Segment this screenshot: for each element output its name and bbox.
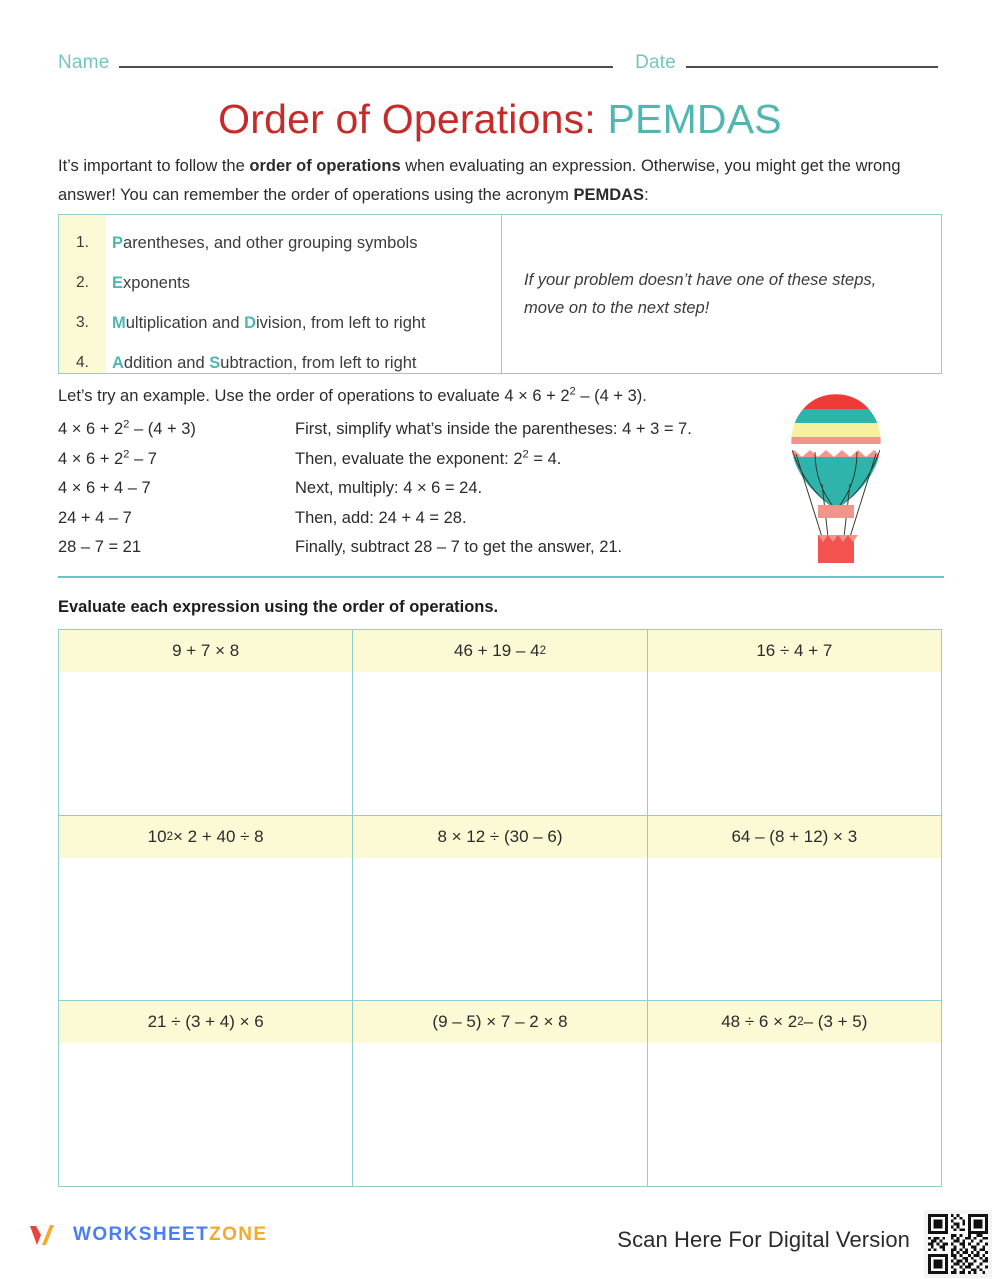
example-step-1-expr-b: – (4 + 3) [129, 420, 196, 438]
example-step-2-expression [58, 450, 295, 469]
problem-answer-strip [59, 1043, 941, 1186]
problem-cell-7 [59, 1001, 352, 1043]
example-step-1-description: First, simplify what’s inside the parentheses: 4 + 3 = 7. [295, 420, 692, 438]
example-step-3-expression: 4 × 6 + 4 – 7 [58, 479, 151, 497]
pemdas-step-4-number: 4. [76, 354, 89, 371]
example-step-2-expr-a: 4 × 6 + 2 [58, 449, 124, 468]
problem-answer-strip [59, 672, 941, 815]
problem-answer-strip [59, 858, 941, 1001]
pemdas-step-3-label [106, 314, 426, 333]
example-step-row [58, 450, 778, 480]
problem-8-expr-a: (9 – 5) × 7 – 2 × 8 [432, 1012, 568, 1032]
pemdas-note-text: If your problem doesn’t have one of these steps, move on to the next step! [524, 271, 877, 317]
pemdas-step-4-capital-2: S [209, 353, 221, 372]
worksheet-zone-logo-text [73, 1224, 268, 1246]
problem-9-expr-a: 48 ÷ 6 × 2 [721, 1012, 798, 1032]
example-step-2-desc-a: Then, evaluate the exponent: 2 [295, 449, 523, 468]
pemdas-step-3-capital-2: D [244, 313, 256, 332]
pemdas-note-panel [502, 215, 941, 373]
example-lead-exponent: 2 [569, 385, 576, 398]
page-title [0, 96, 1000, 143]
pemdas-box [58, 214, 942, 374]
example-step-row [58, 479, 778, 509]
worksheet-instruction: Evaluate each expression using the order of operations. [58, 598, 499, 616]
pemdas-step-3 [59, 306, 501, 340]
problem-6-expr-a: 64 – (8 + 12) × 3 [731, 826, 858, 846]
example-step-2-description [295, 450, 778, 469]
example-step-1-expr-sup: 2 [123, 418, 130, 431]
answer-area-1[interactable] [59, 672, 352, 815]
problem-9-expr-b: – (3 + 5) [803, 1012, 868, 1032]
problem-cell-3 [647, 630, 941, 672]
example-step-5-expression: 28 – 7 = 21 [58, 538, 142, 556]
pemdas-step-2-rest: xponents [123, 273, 190, 292]
logo-text-zone: ZONE [209, 1224, 268, 1245]
problem-7-expr-a: 21 ÷ (3 + 4) × 6 [147, 1012, 264, 1032]
example-step-4-description: Then, add: 24 + 4 = 28. [295, 508, 467, 527]
answer-area-2[interactable] [352, 672, 646, 815]
problem-1-expr-a: 9 + 7 × 8 [172, 641, 240, 660]
pemdas-step-4-rest: ddition and [123, 353, 210, 372]
answer-area-4[interactable] [59, 858, 352, 1001]
problem-4-expr-b: × 2 + 40 ÷ 8 [173, 826, 264, 846]
problem-5-expr-a: 8 × 12 ÷ (30 – 6) [437, 826, 563, 846]
pemdas-step-4-label [106, 354, 417, 373]
example-step-1-expr-a: 4 × 6 + 2 [58, 420, 124, 438]
example-lead-text [58, 387, 818, 406]
intro-bold-pemdas: PEMDAS [573, 186, 645, 204]
date-label: Date [635, 52, 676, 73]
example-step-3-description: Next, multiply: 4 × 6 = 24. [295, 479, 483, 497]
page-title-main: Order of Operations: [218, 96, 596, 142]
pemdas-step-3-rest: ultiplication and [125, 313, 245, 332]
pemdas-step-4-capital: A [112, 353, 124, 372]
hot-air-balloon-icon [786, 392, 886, 568]
problem-cell-5 [352, 816, 646, 858]
logo-text-worksheet: WORKSHEET [73, 1224, 210, 1245]
problem-row [59, 815, 941, 1001]
section-divider [58, 576, 944, 578]
problem-2-expr-a: 46 + 19 – 4 [454, 641, 540, 660]
pemdas-step-2-capital: E [112, 273, 124, 292]
name-label: Name [58, 52, 110, 73]
pemdas-step-1-rest: arentheses, and other grouping symbols [123, 233, 418, 252]
pemdas-step-3-rest-2: ivision, from left to right [256, 313, 426, 332]
answer-area-7[interactable] [59, 1043, 352, 1186]
example-step-1-expression [58, 420, 295, 439]
problem-cell-2: 46 + 19 – 4 2 [352, 630, 646, 672]
pemdas-steps-list [59, 215, 502, 373]
name-date-bar [58, 52, 942, 74]
problem-question-strip [59, 1001, 941, 1043]
pemdas-step-3-capital: M [112, 313, 126, 332]
qr-code-image [928, 1214, 988, 1274]
worksheet-zone-mark-icon [28, 1221, 64, 1249]
pemdas-step-1 [59, 226, 501, 260]
answer-area-9[interactable] [647, 1043, 941, 1186]
date-write-line[interactable] [686, 52, 938, 68]
hot-air-balloon-illustration [786, 392, 886, 568]
problem-row [59, 1000, 941, 1186]
pemdas-step-1-capital: P [112, 233, 124, 252]
example-step-4-expression: 24 + 4 – 7 [58, 508, 132, 527]
problems-grid [58, 629, 942, 1187]
problem-3-expr-a: 16 ÷ 4 + 7 [756, 641, 833, 660]
example-lead-part-2: – (4 + 3). [575, 387, 647, 405]
pemdas-step-2-label [106, 274, 190, 293]
example-step-row [58, 420, 778, 450]
example-step-2-desc-sup: 2 [522, 448, 529, 460]
page-title-accent: PEMDAS [607, 96, 782, 142]
intro-text-1: It’s important to follow the [58, 157, 250, 175]
name-write-line[interactable] [119, 52, 613, 68]
pemdas-step-4 [59, 346, 501, 380]
example-step-row [58, 509, 778, 539]
qr-code[interactable] [924, 1210, 992, 1278]
answer-area-5[interactable] [352, 858, 646, 1001]
intro-text-2: when evaluating an expression. Otherwise, you might get the wrong answer! You can remember the order of operations using the acronym [58, 157, 901, 204]
intro-text-3: : [644, 186, 649, 204]
example-steps-table [58, 420, 778, 568]
worksheet-zone-logo[interactable] [28, 1215, 268, 1255]
problem-cell-9: 48 ÷ 6 × 2 2 – (3 + 5) [647, 1001, 941, 1043]
answer-area-6[interactable] [647, 858, 941, 1001]
intro-bold-order-of-operations: order of operations [249, 157, 401, 175]
example-step-2-expr-b: – 7 [129, 449, 157, 468]
problem-cell-1 [59, 630, 352, 672]
pemdas-step-2 [59, 266, 501, 300]
intro-paragraph [58, 152, 946, 210]
problem-row [59, 630, 941, 815]
pemdas-step-1-label [106, 234, 417, 253]
pemdas-step-4-rest-2: ubtraction, from left to right [220, 353, 417, 372]
pemdas-step-2-number: 2. [76, 274, 89, 291]
example-step-5-description: Finally, subtract 28 – 7 to get the answer, 21. [295, 538, 623, 556]
answer-area-3[interactable] [647, 672, 941, 815]
problem-cell-4: 10 2 × 2 + 40 ÷ 8 [147, 826, 264, 846]
example-step-row [58, 538, 778, 568]
problem-question-strip [59, 630, 941, 672]
problem-4-expr-a: 10 [147, 826, 167, 846]
problem-cell-8 [352, 1001, 646, 1043]
example-step-2-desc-b: = 4. [528, 449, 562, 468]
answer-area-8[interactable] [352, 1043, 646, 1186]
scan-here-text: Scan Here For Digital Version [617, 1227, 910, 1252]
example-lead-part-1: Let’s try an example. Use the order of operations to evaluate 4 × 6 + 2 [58, 387, 570, 405]
pemdas-step-3-number: 3. [76, 314, 89, 331]
problem-cell-6 [647, 816, 941, 858]
example-step-2-expr-sup: 2 [123, 448, 130, 460]
problem-question-strip [59, 816, 941, 858]
pemdas-step-1-number: 1. [76, 234, 89, 251]
